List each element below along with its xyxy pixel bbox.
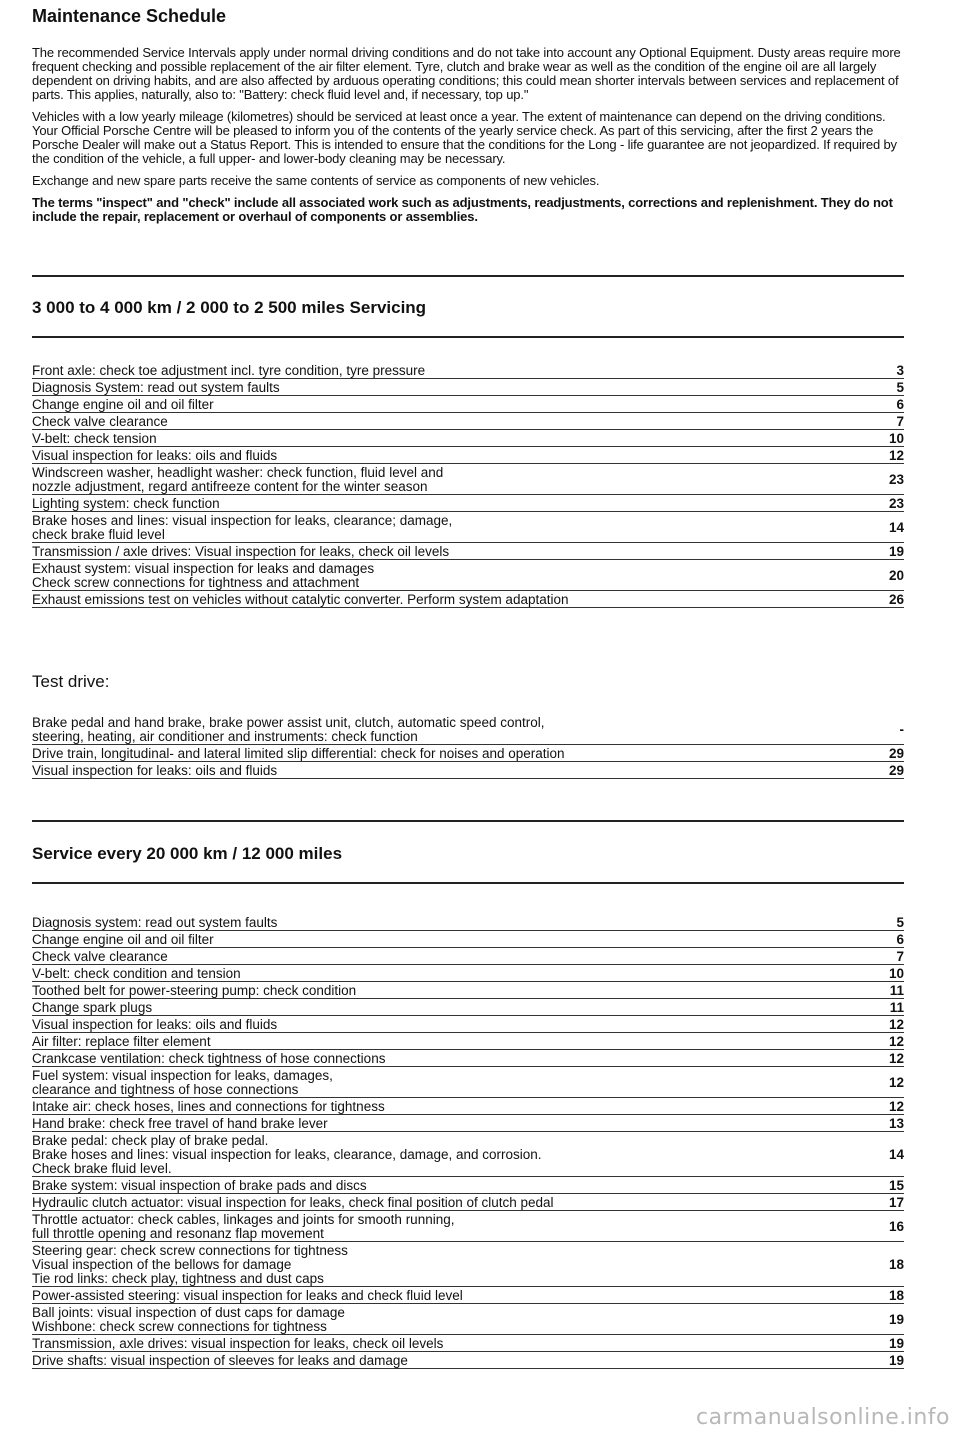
intro-paragraph-1: The recommended Service Intervals apply under normal driving conditions and do not take into account any Optional Equipment. Dusty areas require more frequent checking and possible replacement of the air filter element. Tyre, clutch and brake wear as well as the condition of the engine oil are all largely dependent on driving habits, and are also affected by arduous operating conditions; this could mean shorter intervals between services and replacement of parts. This applies, naturally, also to: "Battery: check fluid level and, if necessary, top up." <box>32 45 901 102</box>
item-text: Lighting system: check function <box>32 496 220 511</box>
intro-paragraph-4: The terms "inspect" and "check" include all associated work such as adjustments, readjustments, corrections and replenishment. They do not include the repair, replacement or overhaul of components or assemblies. <box>32 195 893 224</box>
list-item <box>32 1242 904 1287</box>
item-page-number: 12 <box>888 1033 904 1049</box>
item-page-number: 16 <box>888 1218 904 1234</box>
list-item <box>32 396 904 413</box>
item-page-number: 5 <box>896 379 904 395</box>
item-text: Drive train, longitudinal- and lateral limited slip differential: check for noises and operation <box>32 746 565 761</box>
list-item <box>32 982 904 999</box>
item-page-number: 12 <box>888 1074 904 1090</box>
item-text: Brake pedal and hand brake, brake power assist unit, clutch, automatic speed control, steering, heating, air conditioner and instruments: check function <box>32 715 545 744</box>
item-page-number: 11 <box>889 999 904 1015</box>
item-text: Brake system: visual inspection of brake pads and discs <box>32 1178 367 1193</box>
list-item <box>32 543 904 560</box>
item-page-number: 7 <box>896 413 904 429</box>
item-page-number: 23 <box>888 495 904 511</box>
item-page-number: 6 <box>896 396 904 412</box>
item-page-number: 20 <box>888 567 904 583</box>
list-item <box>32 1067 904 1098</box>
list-item <box>32 1211 904 1242</box>
list-item <box>32 1177 904 1194</box>
item-page-number: 18 <box>888 1287 904 1303</box>
list-item <box>32 714 904 745</box>
item-page-number: 14 <box>888 519 904 535</box>
item-text: Visual inspection for leaks: oils and fluids <box>32 448 278 463</box>
section-2-title: Service every 20 000 km / 12 000 miles <box>32 844 343 863</box>
item-page-number: - <box>899 721 904 737</box>
item-text: Diagnosis System: read out system faults <box>32 380 280 395</box>
item-page-number: 5 <box>896 914 904 930</box>
list-item <box>32 1016 904 1033</box>
item-text: Visual inspection for leaks: oils and fluids <box>32 1017 278 1032</box>
item-text: Transmission, axle drives: visual inspection for leaks, check oil levels <box>32 1336 444 1351</box>
item-text: V-belt: check tension <box>32 431 157 446</box>
item-page-number: 7 <box>896 948 904 964</box>
list-item <box>32 931 904 948</box>
list-item <box>32 379 904 396</box>
item-page-number: 12 <box>888 1016 904 1032</box>
list-item <box>32 495 904 512</box>
item-page-number: 11 <box>889 982 904 998</box>
page-title: Maintenance Schedule <box>32 6 227 26</box>
list-item <box>32 362 904 379</box>
divider <box>32 336 904 338</box>
item-page-number: 12 <box>888 1050 904 1066</box>
item-text: Crankcase ventilation: check tightness of hose connections <box>32 1051 386 1066</box>
item-text: Power-assisted steering: visual inspection for leaks and check fluid level <box>32 1288 463 1303</box>
item-page-number: 18 <box>888 1256 904 1272</box>
item-page-number: 29 <box>888 762 904 778</box>
item-text: Change spark plugs <box>32 1000 153 1015</box>
watermark: carmanualsonline.info <box>696 1405 950 1430</box>
list-item <box>32 1115 904 1132</box>
item-page-number: 10 <box>888 430 904 446</box>
intro-paragraph-2: Vehicles with a low yearly mileage (kilometres) should be serviced at least once a year. The extent of maintenance can depend on the driving conditions. Your Official Porsche Centre will be pleased to inform you of the contents of the yearly service check. As part of this servicing, after the first 2 years the Porsche Dealer will make out a Status Report. This is intended to ensure that the conditions for the Long - life guarantee are not jeopardized. If required by the condition of the vehicle, a full upper- and lower-body cleaning may be necessary. <box>32 109 897 166</box>
list-item <box>32 591 904 608</box>
section-1-list <box>32 362 904 608</box>
list-item <box>32 762 904 779</box>
item-page-number: 15 <box>888 1177 904 1193</box>
item-text: Exhaust emissions test on vehicles without catalytic converter. Perform system adaptation <box>32 592 569 607</box>
item-text: Check valve clearance <box>32 414 168 429</box>
test-drive-list <box>32 714 904 779</box>
item-page-number: 12 <box>888 447 904 463</box>
item-text: Transmission / axle drives: Visual inspection for leaks, check oil levels <box>32 544 450 559</box>
test-drive-title: Test drive: <box>32 672 110 691</box>
item-text: Intake air: check hoses, lines and connections for tightness <box>32 1099 385 1114</box>
list-item <box>32 1287 904 1304</box>
list-item <box>32 560 904 591</box>
list-item <box>32 413 904 430</box>
item-page-number: 26 <box>888 591 904 607</box>
item-text: Ball joints: visual inspection of dust caps for damage Wishbone: check screw connections for tightness <box>32 1305 345 1334</box>
item-page-number: 19 <box>888 1311 904 1327</box>
item-text: Change engine oil and oil filter <box>32 932 214 947</box>
list-item <box>32 999 904 1016</box>
intro-text <box>32 46 904 232</box>
item-text: Visual inspection for leaks: oils and fluids <box>32 763 278 778</box>
item-text: Brake pedal: check play of brake pedal. Brake hoses and lines: visual inspection for leaks, clearance, damage, and corrosion. Check brake fluid level. <box>32 1133 542 1176</box>
item-page-number: 14 <box>888 1146 904 1162</box>
item-text: V-belt: check condition and tension <box>32 966 241 981</box>
item-page-number: 6 <box>896 931 904 947</box>
item-page-number: 17 <box>888 1194 904 1210</box>
item-page-number: 29 <box>888 745 904 761</box>
item-text: Throttle actuator: check cables, linkages and joints for smooth running, full throttle opening and resonanz flap movement <box>32 1212 455 1241</box>
list-item <box>32 1033 904 1050</box>
list-item <box>32 1132 904 1177</box>
item-text: Exhaust system: visual inspection for leaks and damages Check screw connections for tightness and attachment <box>32 561 375 590</box>
divider <box>32 820 904 822</box>
item-text: Front axle: check toe adjustment incl. tyre condition, tyre pressure <box>32 363 426 378</box>
item-page-number: 19 <box>888 1335 904 1351</box>
list-item <box>32 430 904 447</box>
item-text: Hand brake: check free travel of hand brake lever <box>32 1116 328 1131</box>
list-item <box>32 745 904 762</box>
list-item <box>32 464 904 495</box>
item-text: Hydraulic clutch actuator: visual inspection for leaks, check final position of clutch pedal <box>32 1195 554 1210</box>
divider <box>32 882 904 884</box>
list-item <box>32 1098 904 1115</box>
item-text: Steering gear: check screw connections for tightness Visual inspection of the bellows for damage Tie rod links: check play, tightness and dust caps <box>32 1243 348 1286</box>
list-item <box>32 1335 904 1352</box>
list-item <box>32 1352 904 1369</box>
list-item <box>32 948 904 965</box>
list-item <box>32 1304 904 1335</box>
item-text: Air filter: replace filter element <box>32 1034 211 1049</box>
item-page-number: 19 <box>888 1352 904 1368</box>
intro-paragraph-3: Exchange and new spare parts receive the same contents of service as components of new vehicles. <box>32 173 600 188</box>
item-text: Drive shafts: visual inspection of sleeves for leaks and damage <box>32 1353 408 1368</box>
list-item <box>32 512 904 543</box>
list-item <box>32 914 904 931</box>
list-item <box>32 447 904 464</box>
divider <box>32 275 904 277</box>
item-text: Diagnosis system: read out system faults <box>32 915 278 930</box>
item-text: Fuel system: visual inspection for leaks, damages, clearance and tightness of hose connections <box>32 1068 333 1097</box>
item-text: Check valve clearance <box>32 949 168 964</box>
item-page-number: 10 <box>888 965 904 981</box>
item-text: Brake hoses and lines: visual inspection for leaks, clearance; damage, check brake fluid level <box>32 513 453 542</box>
item-page-number: 3 <box>896 362 904 378</box>
item-page-number: 12 <box>888 1098 904 1114</box>
item-text: Toothed belt for power-steering pump: check condition <box>32 983 357 998</box>
list-item <box>32 1050 904 1067</box>
item-text: Windscreen washer, headlight washer: check function, fluid level and nozzle adjustment, regard antifreeze content for the winter season <box>32 465 444 494</box>
list-item <box>32 1194 904 1211</box>
section-2-list <box>32 914 904 1369</box>
list-item <box>32 965 904 982</box>
item-page-number: 19 <box>888 543 904 559</box>
item-page-number: 23 <box>888 471 904 487</box>
item-page-number: 13 <box>888 1115 904 1131</box>
item-text: Change engine oil and oil filter <box>32 397 214 412</box>
section-1-title: 3 000 to 4 000 km / 2 000 to 2 500 miles Servicing <box>32 298 427 317</box>
